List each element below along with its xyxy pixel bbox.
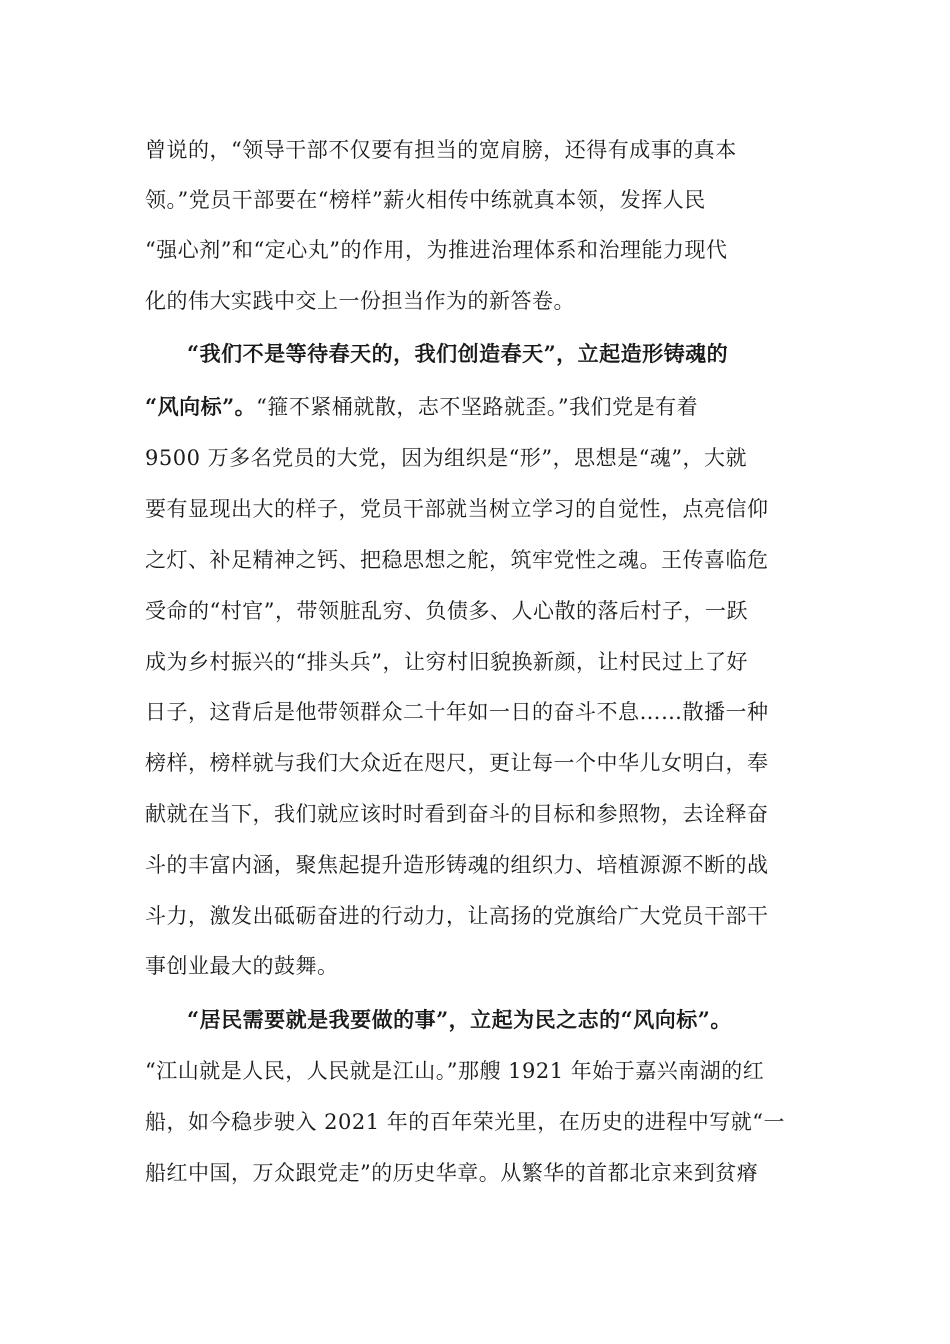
text-line: 9500 万多名党员的大党，因为组织是“形”，思想是“魂”，大就 (145, 446, 748, 470)
text-line: 斗的丰富内涵，聚焦起提升造形铸魂的组织力、培植源源不断的战 (145, 853, 769, 877)
bold-heading-text: “风向标”。 (145, 394, 257, 419)
text-line (187, 1005, 732, 1035)
text-line: 曾说的，“领导干部不仅要有担当的宽肩膀，还得有成事的真本 (145, 138, 737, 162)
text-line: 船红中国，万众跟党走”的历史华章。从繁华的首都北京来到贫瘠 (145, 1161, 759, 1185)
text-line (145, 392, 698, 422)
text-line: 日子，这背后是他带领群众二十年如一日的奋斗不息……散播一种 (145, 700, 769, 724)
text-line: 领。”党员干部要在“榜样”薪火相传中练就真本领，发挥人民 (145, 188, 706, 212)
text-line (187, 339, 728, 369)
text-line: 榜样，榜样就与我们大众近在咫尺，更让每一个中华儿女明白，奉 (145, 751, 769, 775)
bold-heading-text: “居民需要就是我要做的事”，立起为民之志的“风向标”。 (187, 1007, 732, 1032)
body-text: “箍不紧桶就散，志不坚路就歪。”我们党是有着 (256, 395, 699, 419)
text-line: 受命的“村官”，带领脏乱穷、负债多、人心散的落后村子，一跃 (145, 599, 748, 623)
text-line: 事创业最大的鼓舞。 (145, 954, 339, 978)
text-line: “强心剂”和“定心丸”的作用，为推进治理体系和治理能力现代 (145, 238, 728, 262)
text-line: 之灯、补足精神之钙、把稳思想之舵，筑牢党性之魂。王传喜临危 (145, 548, 769, 572)
text-line: 要有显现出大的样子，党员干部就当树立学习的自觉性，点亮信仰 (145, 497, 769, 521)
text-line: 船，如今稳步驶入 2021 年的百年荣光里，在历史的进程中写就“一 (145, 1110, 786, 1134)
text-line: 斗力，激发出砥砺奋进的行动力，让高扬的党旗给广大党员干部干 (145, 904, 769, 928)
bold-heading-text: “我们不是等待春天的，我们创造春天”，立起造形铸魂的 (187, 341, 729, 366)
text-line: 化的伟大实践中交上一份担当作为的新答卷。 (145, 289, 575, 313)
text-line: 成为乡村振兴的“排头兵”，让穷村旧貌换新颜，让村民过上了好 (145, 650, 748, 674)
text-line: 献就在当下，我们就应该时时看到奋斗的目标和参照物，去诠释奋 (145, 802, 769, 826)
text-line: “江山就是人民，人民就是江山。”那艘 1921 年始于嘉兴南湖的红 (145, 1059, 765, 1083)
